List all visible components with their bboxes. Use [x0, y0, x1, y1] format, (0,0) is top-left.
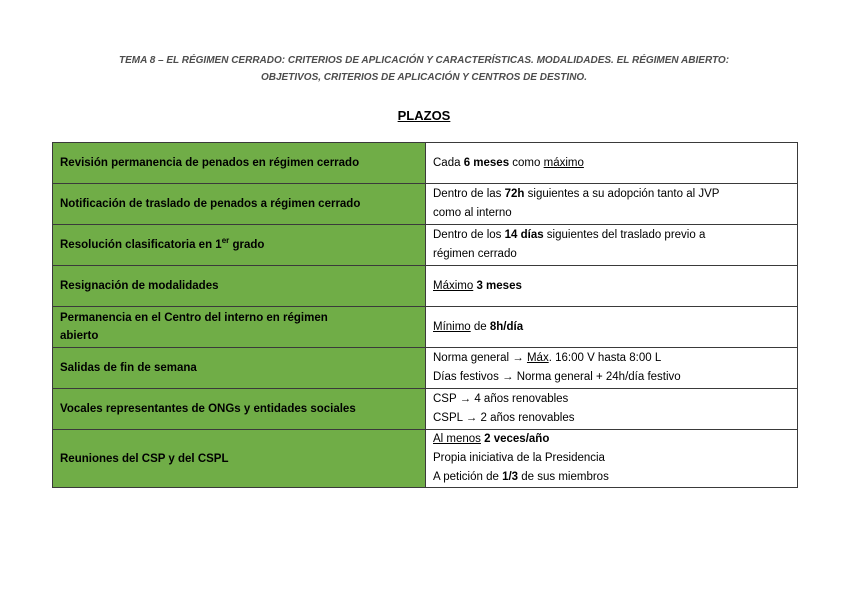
document-header: [60, 52, 788, 86]
value-text: Norma general →: [433, 352, 527, 364]
row-value: [426, 348, 798, 389]
row-value: [426, 143, 798, 184]
row-label: Revisión permanencia de penados en régimen cerrado: [53, 143, 426, 184]
row-label: [53, 307, 426, 348]
value-text: Cada: [433, 156, 464, 169]
value-text: de: [470, 320, 490, 333]
row-label: Reuniones del CSP y del CSPL: [53, 430, 426, 488]
value-text: régimen cerrado: [433, 248, 517, 260]
row-label: Notificación de traslado de penados a régimen cerrado: [53, 184, 426, 225]
header-line-1: TEMA 8 – EL RÉGIMEN CERRADO: CRITERIOS DE APLICACIÓN Y CARACTERÍSTICAS. MODALIDADES. EL RÉGIMEN ABIERTO:: [118, 55, 730, 66]
table-row: [53, 348, 798, 389]
value-text: Dentro de las: [433, 188, 505, 200]
row-value: [426, 307, 798, 348]
table-row: [53, 307, 798, 348]
label-text: Resolución clasificatoria en 1: [60, 239, 222, 251]
label-text: abierto: [60, 330, 99, 342]
value-text: siguientes a su adopción tanto al JVP: [524, 188, 720, 200]
header-line-2: OBJETIVOS, CRITERIOS DE APLICACIÓN Y CENTROS DE DESTINO.: [261, 72, 587, 83]
row-value: [426, 430, 798, 488]
value-bold: 14 días: [504, 229, 544, 241]
section-title: PLAZOS: [397, 108, 451, 123]
value-text: Propia iniciativa de la Presidencia: [433, 452, 605, 464]
value-bold: 8h/día: [489, 320, 524, 333]
value-text: como: [509, 156, 544, 169]
value-bold: 6 meses: [463, 156, 510, 169]
row-label: Resignación de modalidades: [53, 266, 426, 307]
value-text: A petición de: [433, 471, 503, 483]
table-row: [53, 430, 798, 488]
value-underlined: Máx: [526, 352, 549, 364]
label-text: Permanencia en el Centro del interno en régimen: [60, 312, 328, 324]
label-text: grado: [229, 239, 265, 251]
value-text: CSPL → 2 años renovables: [433, 412, 575, 424]
value-text: Días festivos → Norma general + 24h/día festivo: [433, 371, 681, 383]
value-text: CSP → 4 años renovables: [433, 393, 569, 405]
value-bold: 1/3: [502, 471, 519, 483]
value-bold: 2 veces/año: [480, 433, 550, 445]
value-text: como al interno: [433, 207, 512, 219]
value-text: siguientes del traslado previo a: [543, 229, 706, 241]
value-underlined: Al menos: [433, 433, 481, 445]
table-row: [53, 143, 798, 184]
value-bold: 3 meses: [473, 279, 522, 292]
label-superscript: er: [221, 236, 230, 246]
row-value: [426, 184, 798, 225]
row-value: [426, 389, 798, 430]
row-label: Salidas de fin de semana: [53, 348, 426, 389]
value-bold: 72h: [504, 188, 525, 200]
row-label: Vocales representantes de ONGs y entidades sociales: [53, 389, 426, 430]
value-text: de sus miembros: [518, 471, 609, 483]
table-row: [53, 266, 798, 307]
value-underlined: máximo: [543, 156, 584, 169]
table-row: [53, 184, 798, 225]
row-value: [426, 266, 798, 307]
value-underlined: Máximo: [433, 279, 474, 292]
plazos-table: [52, 142, 798, 488]
row-label: [53, 225, 426, 266]
value-text: Dentro de los: [433, 229, 505, 241]
value-text: . 16:00 V hasta 8:00 L: [548, 352, 662, 364]
value-underlined: Mínimo: [433, 320, 471, 333]
table-row: [53, 389, 798, 430]
row-value: [426, 225, 798, 266]
table-row: [53, 225, 798, 266]
